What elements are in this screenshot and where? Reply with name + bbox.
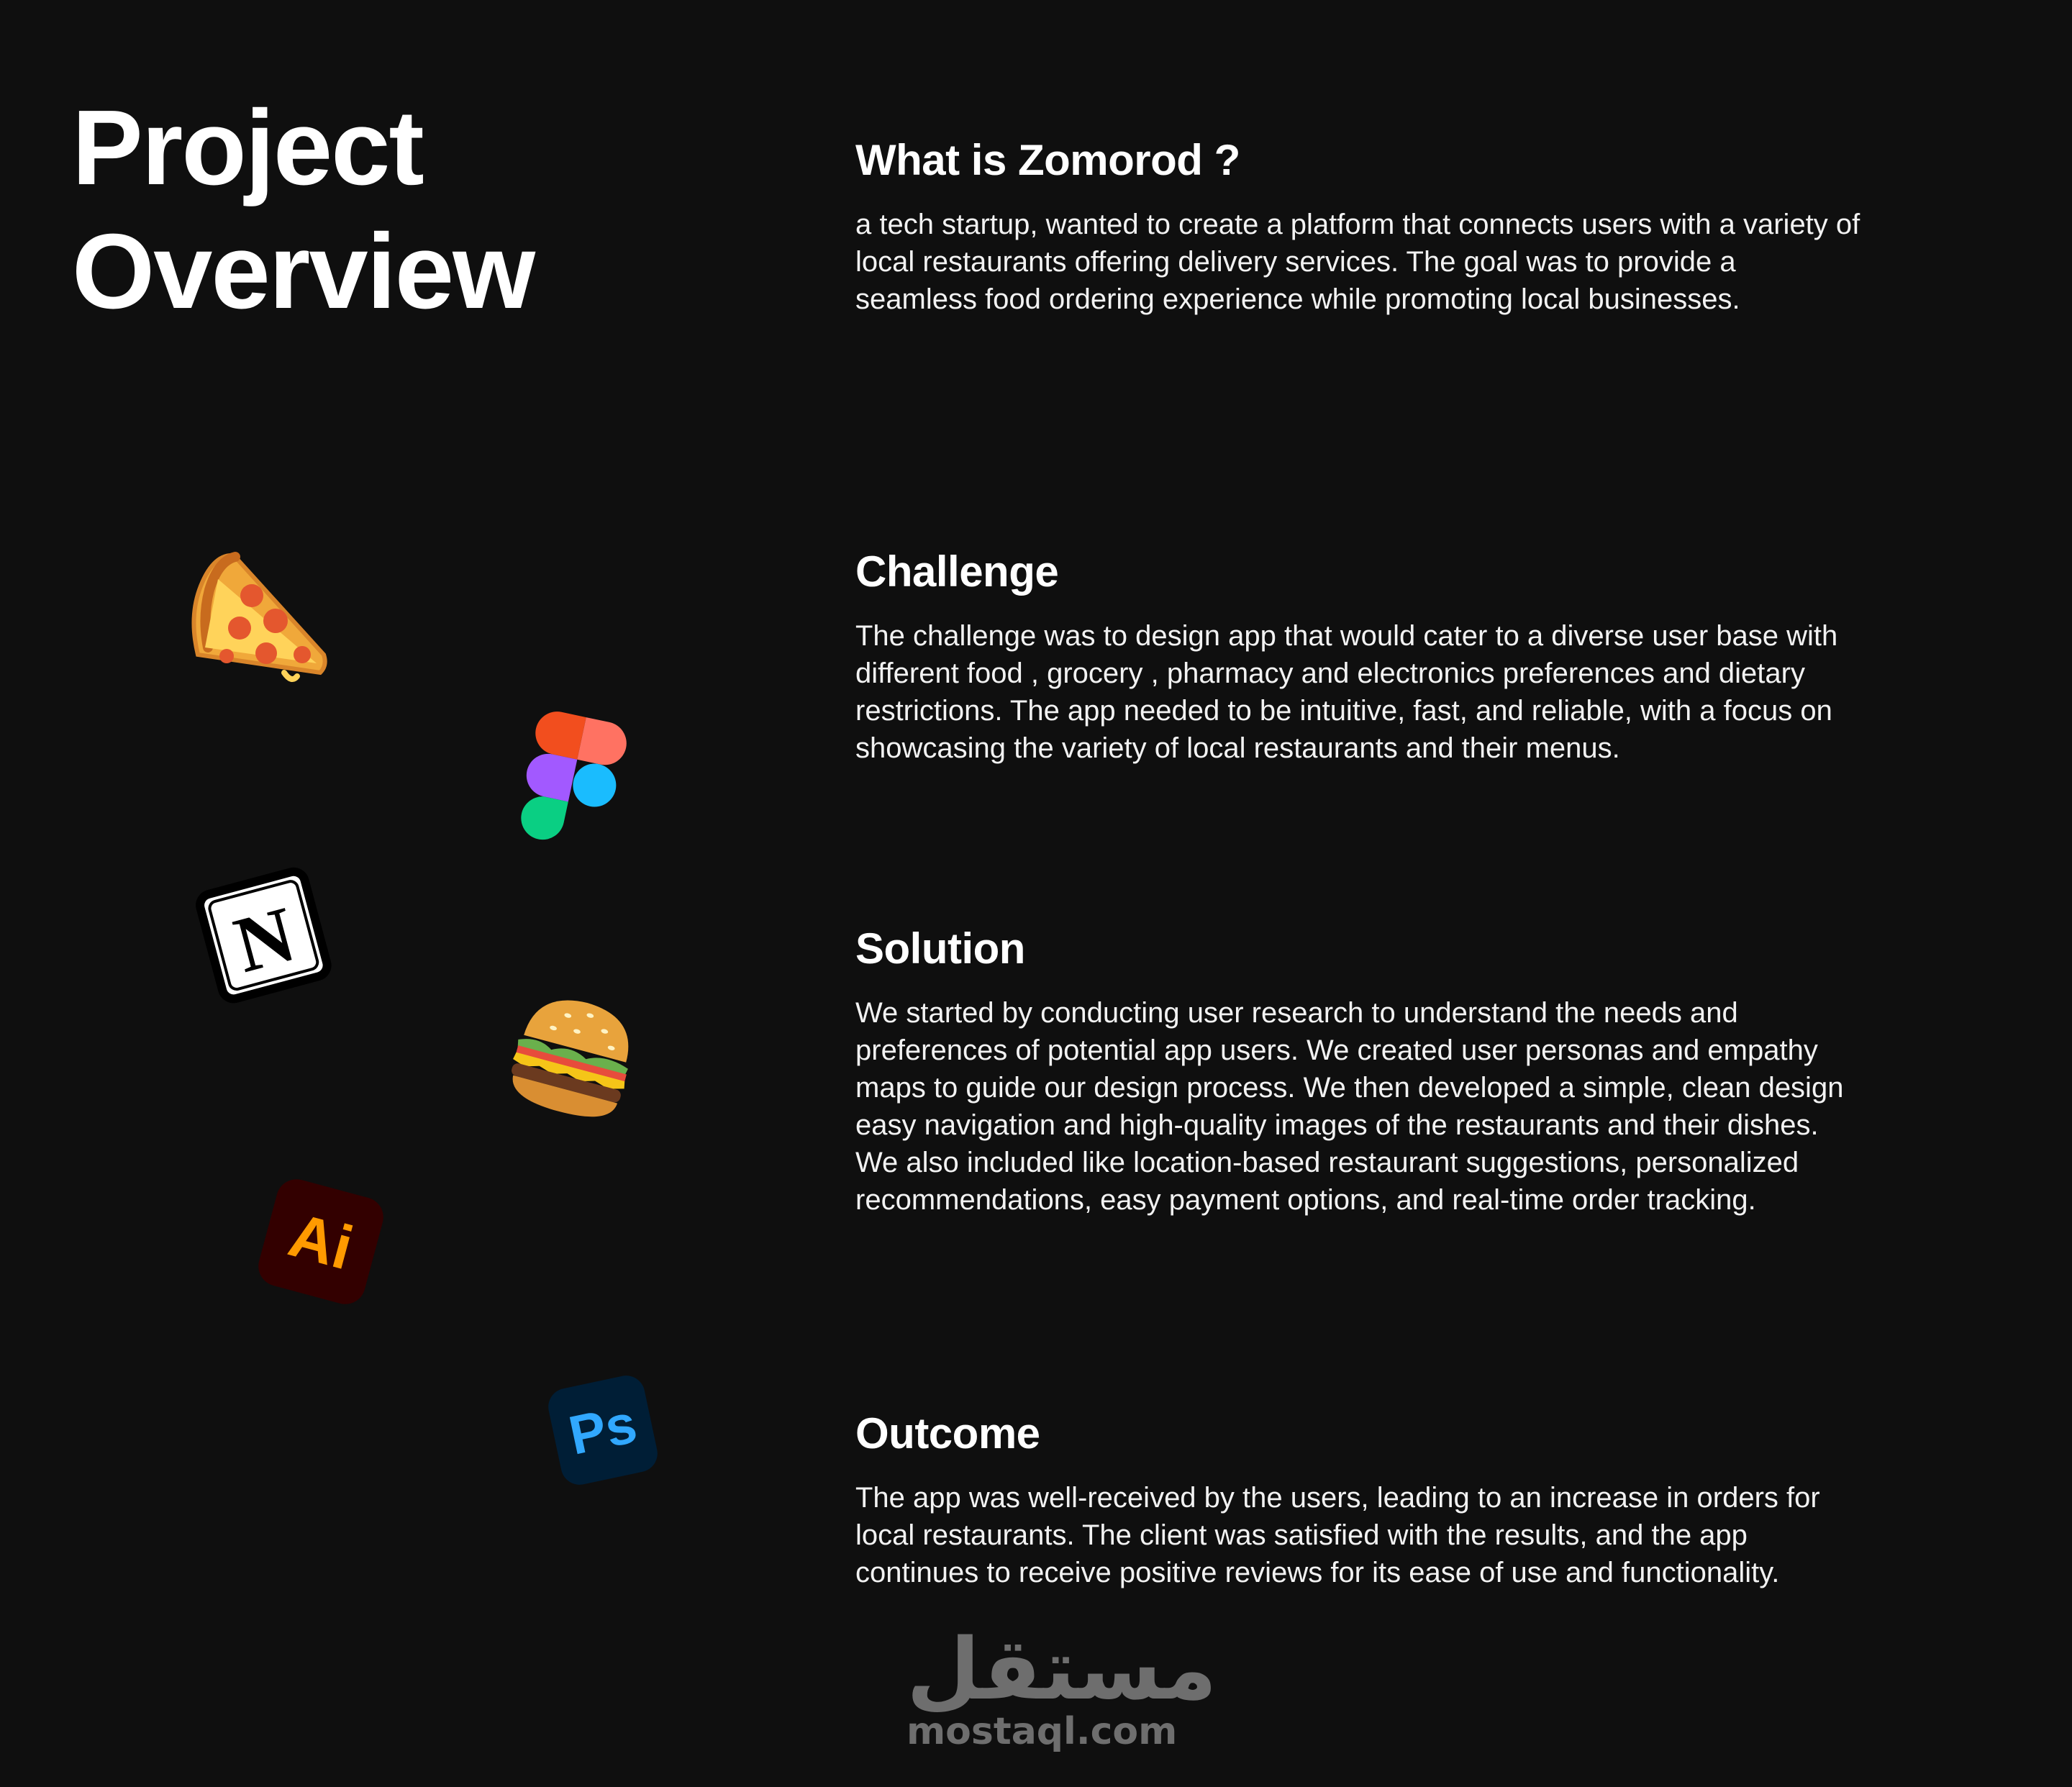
notion-letter: N	[225, 889, 304, 990]
section-what-is-zomorod	[855, 135, 1863, 318]
illustrator-icon	[254, 1175, 388, 1309]
burger-icon	[492, 975, 652, 1137]
page-title	[72, 86, 534, 334]
pizza-icon	[183, 547, 335, 687]
watermark	[906, 1619, 1217, 1753]
section-body: a tech startup, wanted to create a platform that connects users with a variety of local restaurants offering delivery services. The goal was to provide a seamless food ordering experience while promoting local businesses.	[855, 209, 1860, 315]
photoshop-label: Ps	[563, 1393, 642, 1467]
section-body: The challenge was to design app that would cater to a diverse user base with different food , grocery , pharmacy and electronics preferences and dietary restrictions. The app needed to be intuitive, fast, and reliable, with a focus on showcasing the variety of local restaurants and their menus.	[855, 620, 1838, 764]
photoshop-icon	[545, 1372, 660, 1488]
section-heading: Challenge	[855, 547, 1059, 596]
section-heading: What is Zomorod ?	[855, 136, 1240, 184]
watermark-arabic: مستقل	[906, 1619, 1217, 1719]
section-heading: Outcome	[855, 1409, 1040, 1458]
figma-icon	[504, 703, 640, 866]
illustrator-label: Ai	[282, 1200, 360, 1283]
section-body: We started by conducting user research to understand the needs and preferences of potential app users. We created user personas and empathy maps to guide our design process. We then developed a simple, clean design easy navigation and high-quality images of the restaurants and their dishes. We also included like location-based restaurant suggestions, personalized recommendations, easy payment options, and real-time order tracking.	[855, 997, 1844, 1216]
section-body: The app was well-received by the users, leading to an increase in orders for local restaurants. The client was satisfied with the results, and the app continues to receive positive reviews for its ease of use and functionality.	[855, 1482, 1820, 1588]
page-title-line-2: Overview	[72, 212, 535, 331]
page-title-line-1: Project	[72, 88, 423, 207]
notion-icon	[188, 860, 340, 1014]
section-solution	[855, 924, 1863, 1219]
section-heading: Solution	[855, 924, 1025, 973]
section-outcome	[855, 1409, 1863, 1591]
watermark-latin: mostaql.com	[906, 1710, 1178, 1753]
section-challenge	[855, 547, 1863, 767]
